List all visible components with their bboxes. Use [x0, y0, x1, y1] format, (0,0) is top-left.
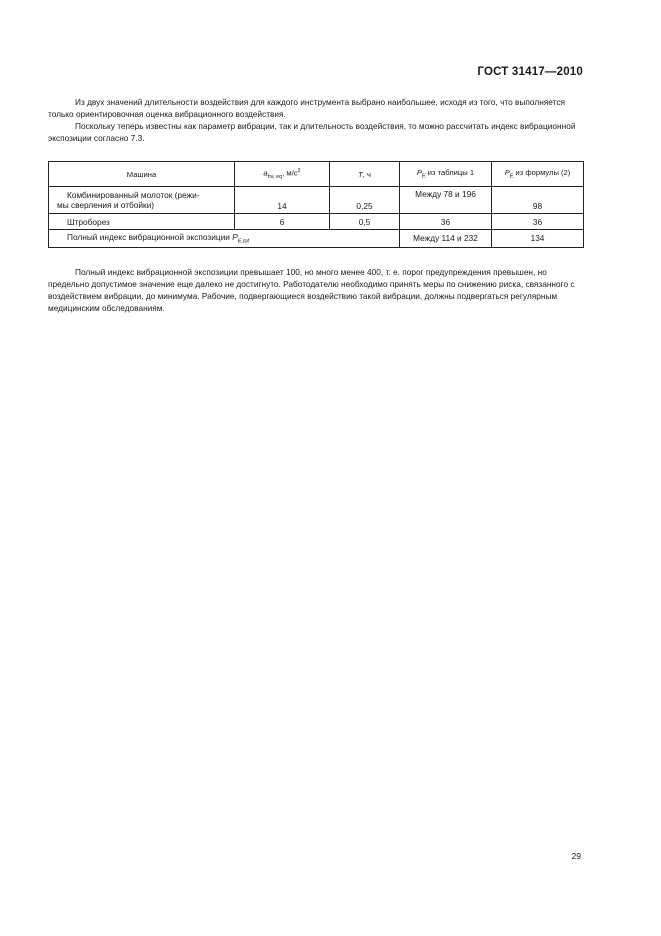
- total-label: Полный индекс вибрационной экспозиции $P_{E,tot}$: [49, 230, 400, 248]
- duration-value: 0,25: [330, 187, 400, 214]
- intro-paragraph-2: Поскольку теперь известны как параметр вибрации, так и длительность воздействия, то можно рассчитать индекс вибрационной экспозиции согласно 7.3.: [48, 121, 576, 143]
- page-number: 29: [571, 851, 581, 861]
- pe-formula-value: 36: [492, 214, 584, 230]
- table-header-row: [49, 162, 584, 187]
- duration-value: 0,5: [330, 214, 400, 230]
- acceleration-value: 6: [235, 214, 330, 230]
- header-acceleration: $a_{hv, eq}$, $м/с^2$: [235, 162, 330, 187]
- total-pe-formula: 134: [492, 230, 584, 248]
- pe-table-value: Между 78 и 196: [400, 187, 492, 214]
- intro-paragraph-1: Из двух значений длительности воздействия для каждого инструмента выбрано наибольшее, исходя из того, что выполняется только ориентировочная оценка вибрационного воздействия.: [48, 97, 565, 119]
- table-row: [49, 214, 584, 230]
- vibration-table: [48, 161, 584, 248]
- total-pe-table: Между 114 и 232: [400, 230, 492, 248]
- table-row: [49, 187, 584, 214]
- table-total-row: [49, 230, 584, 248]
- pe-table-value: 36: [400, 214, 492, 230]
- machine-name: Комбинированный молоток (режи- мы сверления и отбойки): [49, 187, 235, 214]
- pe-formula-value: 98: [492, 187, 584, 214]
- header-duration: T, ч: [330, 162, 400, 187]
- header-pe-formula: $P_E$ из формулы (2): [492, 162, 584, 187]
- conclusion-paragraph: Полный индекс вибрационной экспозиции превышает 100, но много менее 400, т. е. порог предупреждения превышен, но предельно допустимое значение еще далеко не достигнуто. Работодателю необходимо принять меры по снижению риска, связанного с воздействием вибрации, до минимума. Рабочие, подвергающиеся воздействию такой вибрации, должны подвергаться регулярным медицинским обследованиям.: [48, 267, 575, 313]
- header-machine: Машина: [49, 162, 235, 187]
- acceleration-value: 14: [235, 187, 330, 214]
- header-pe-table: $P_E$ из таблицы 1: [400, 162, 492, 187]
- document-header: ГОСТ 31417—2010: [477, 66, 583, 78]
- machine-name: Штроборез: [49, 214, 235, 230]
